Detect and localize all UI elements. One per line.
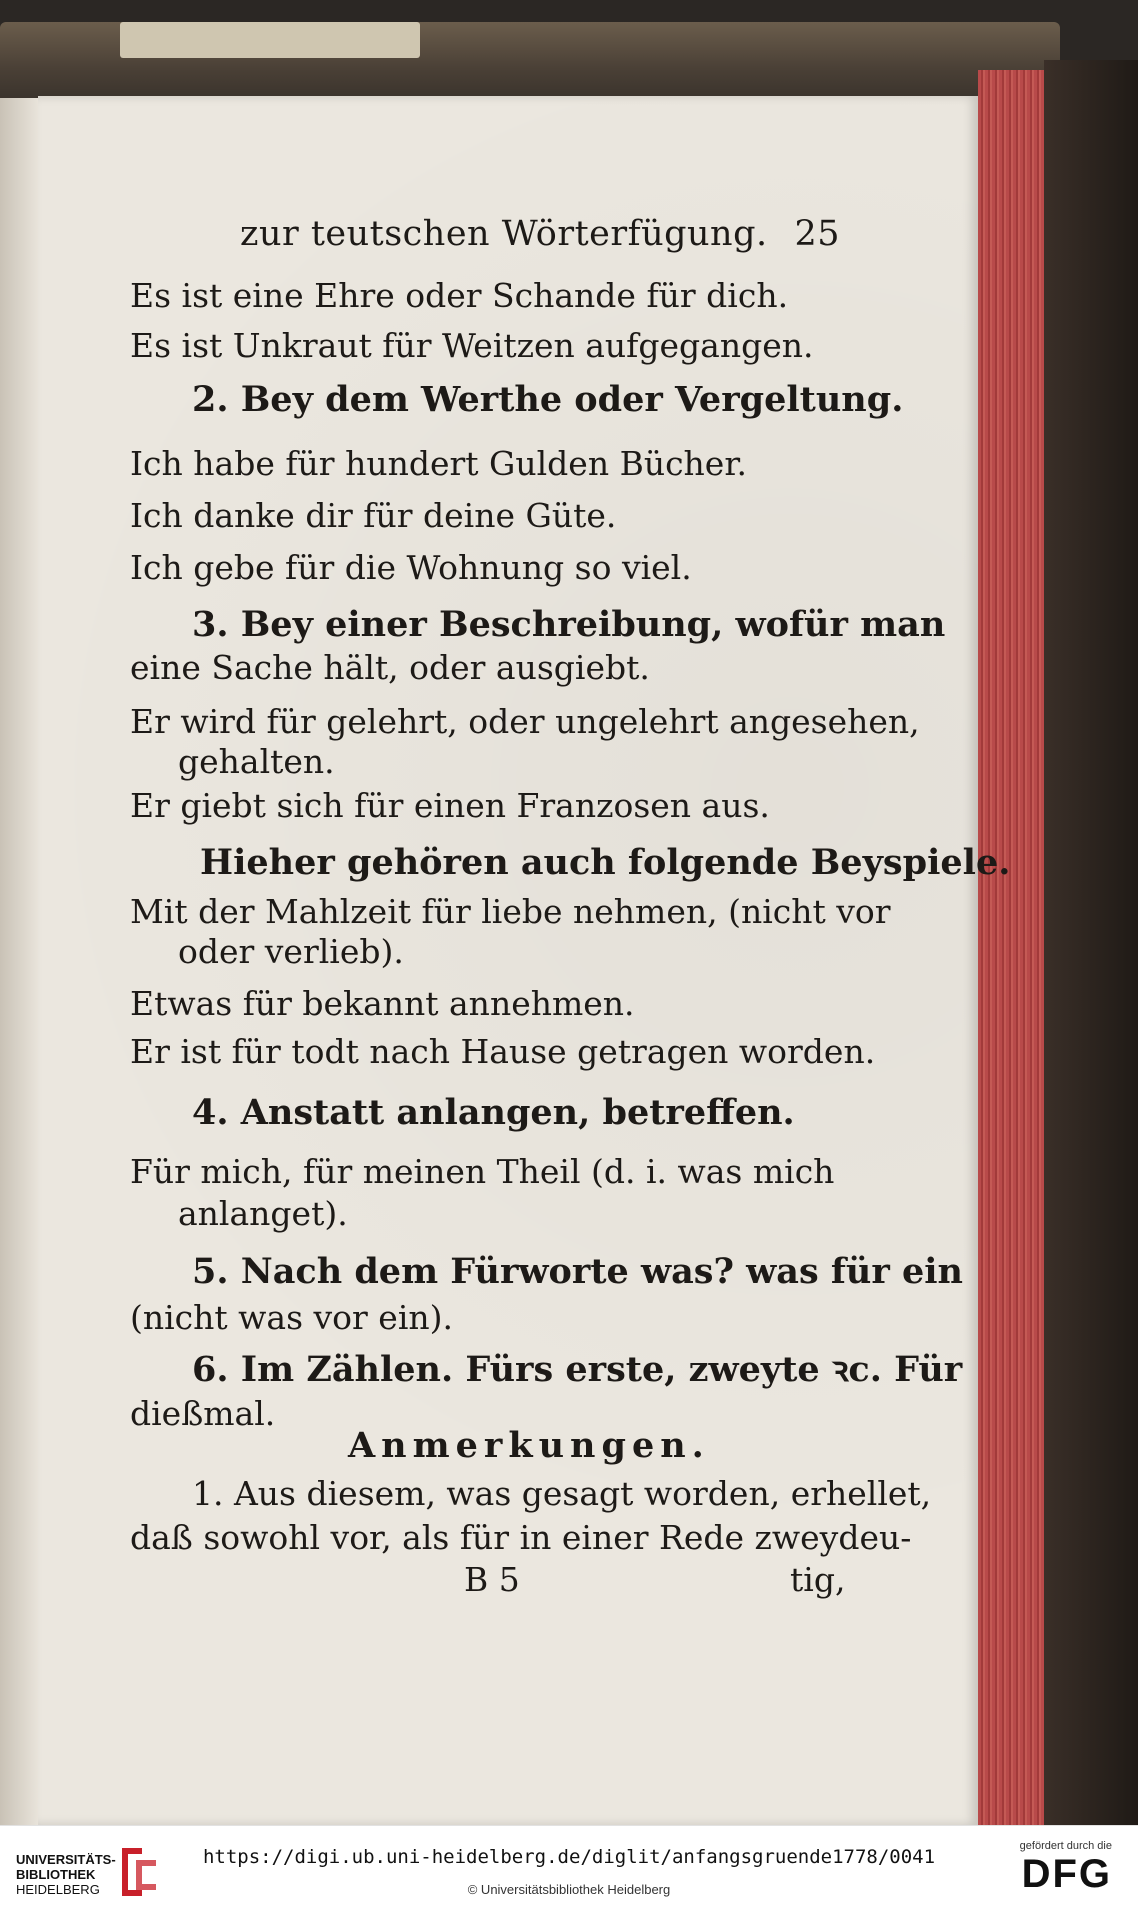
section-heading: 5. Nach dem Fürworte was? was für ein [192, 1251, 963, 1292]
copyright-notice: © Universitätsbibliothek Heidelberg [467, 1882, 671, 1897]
text-line: (nicht was vor ein). [130, 1298, 453, 1337]
text-line: daß sowohl vor, als für in einer Rede zweydeu- [130, 1518, 912, 1557]
text-line: Für mich, für meinen Theil (d. i. was mich [130, 1152, 835, 1191]
page-number: 25 [794, 214, 840, 254]
dfg-funded-by: gefördert durch die [1019, 1840, 1112, 1852]
library-name-line1: UNIVERSITÄTS- [16, 1852, 116, 1867]
section-heading: 6. Im Zählen. Fürs erste, zweyte ꝛc. Für [192, 1349, 963, 1390]
section-heading: Hieher gehören auch folgende Beyspiele. [200, 842, 1011, 883]
text-line: Ich gebe für die Wohnung so viel. [130, 548, 692, 587]
text-line: dießmal. [130, 1394, 276, 1433]
text-line: 1. Aus diesem, was gesagt worden, erhellet, [192, 1474, 932, 1513]
text-line: anlanget). [178, 1194, 348, 1233]
text-line: gehalten. [178, 742, 335, 781]
section-heading: 3. Bey einer Beschreibung, wofür man [192, 604, 946, 645]
library-name-line2: BIBLIOTHEK [16, 1867, 96, 1882]
text-line: Mit der Mahlzeit für liebe nehmen, (nicht vor [130, 892, 891, 931]
text-line: Ich habe für hundert Gulden Bücher. [130, 444, 747, 483]
text-line: Es ist eine Ehre oder Schande für dich. [130, 276, 789, 315]
text-line: Er wird für gelehrt, oder ungelehrt angesehen, [130, 702, 920, 741]
section-heading: 2. Bey dem Werthe oder Vergeltung. [192, 379, 904, 420]
text-line: Er ist für todt nach Hause getragen worden. [130, 1032, 876, 1071]
red-page-edges [978, 70, 1044, 1825]
text-line: Er giebt sich für einen Franzosen aus. [130, 786, 770, 825]
dfg-wordmark: DFG [1021, 1852, 1112, 1896]
shelf-label [120, 22, 420, 58]
running-head-title: zur teutschen Wörterfügung. [240, 214, 768, 254]
dfg-logo[interactable] [1020, 1840, 1112, 1896]
catchword: tig, [790, 1560, 846, 1599]
text-line: oder verlieb). [178, 932, 404, 971]
text-line: Etwas für bekannt annehmen. [130, 984, 635, 1023]
library-name-line3: HEIDELBERG [16, 1882, 100, 1897]
text-line: eine Sache hält, oder ausgiebt. [130, 648, 650, 687]
left-page-edge [0, 98, 38, 1825]
signature-mark: B 5 [464, 1560, 520, 1599]
book-cover [1044, 60, 1138, 1825]
text-line: Ich danke dir für deine Güte. [130, 496, 617, 535]
running-head [240, 214, 840, 254]
permalink-url[interactable]: https://digi.ub.uni-heidelberg.de/diglit/anfangsgruende1778/0041 [202, 1846, 936, 1868]
section-heading: 4. Anstatt anlangen, betreffen. [192, 1092, 795, 1133]
viewer-footer [0, 1825, 1138, 1914]
text-line: Es ist Unkraut für Weitzen aufgegangen. [130, 326, 814, 365]
notes-heading: Anmerkungen. [348, 1425, 710, 1466]
